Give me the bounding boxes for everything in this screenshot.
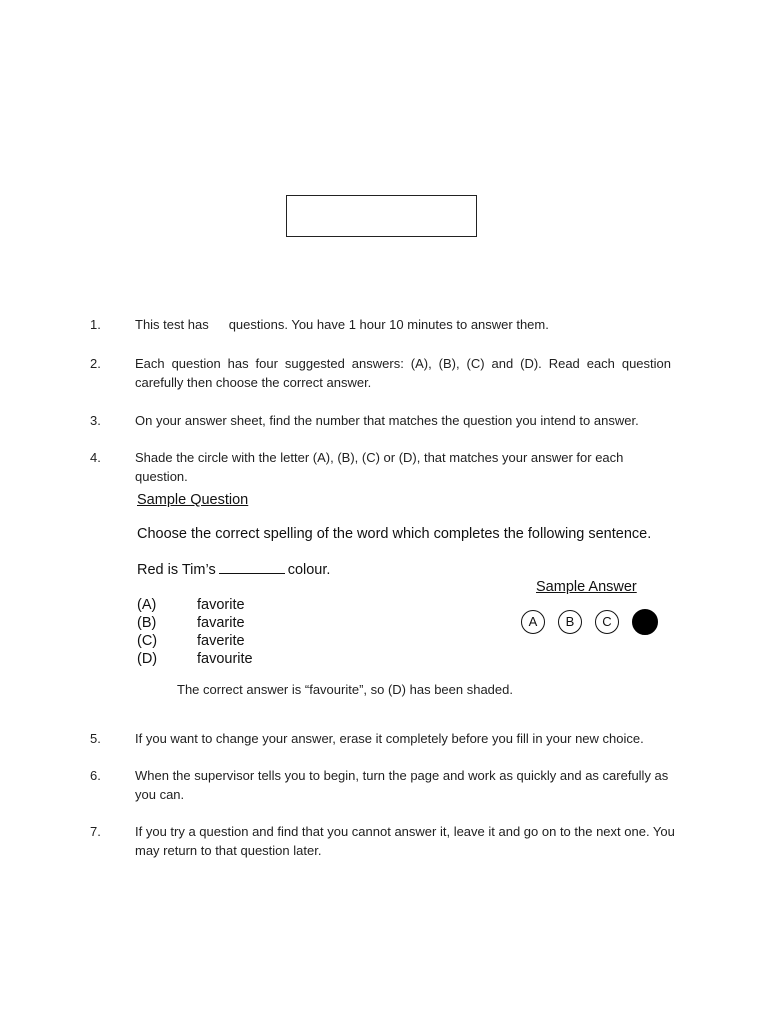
option-word: faverite xyxy=(197,633,245,649)
bubble-a: A xyxy=(521,610,545,634)
option-label: (D) xyxy=(137,651,158,667)
instruction-number: 7. xyxy=(90,824,101,839)
bubble-b: B xyxy=(558,610,582,634)
bubble-d-shaded xyxy=(632,609,658,635)
option-word: favarite xyxy=(197,615,245,631)
instruction-text: If you try a question and find that you cannot answer it, leave it and go on to the next one. You may return to that question later. xyxy=(135,824,675,858)
answer-blank xyxy=(219,561,285,574)
instruction-text xyxy=(135,315,695,334)
instruction-text: Shade the circle with the letter (A), (B), (C) or (D), that matches your answer for each question. xyxy=(135,450,624,484)
sample-question-title: Sample Question xyxy=(137,492,249,508)
option-word: favorite xyxy=(197,597,245,613)
instruction-text: If you want to change your answer, erase it completely before you fill in your new choice. xyxy=(135,731,644,746)
instruction-text-part-a: This test has xyxy=(135,317,209,332)
instruction-text: On your answer sheet, find the number that matches the question you intend to answer. xyxy=(135,413,639,428)
instruction-number: 4. xyxy=(90,450,101,465)
instruction-text: Each question has four suggested answers: (A), (B), (C) and (D). Read each question carefully then choose the correct answer. xyxy=(135,356,671,390)
instruction-text: When the supervisor tells you to begin, turn the page and work as quickly and as carefully as you can. xyxy=(135,768,669,802)
instruction-number: 1. xyxy=(90,317,101,332)
instruction-number: 3. xyxy=(90,413,101,428)
sample-answer-title: Sample Answer xyxy=(536,579,637,595)
test-title-box xyxy=(286,195,477,237)
sample-sentence xyxy=(137,561,330,578)
sentence-start: Red is Tim’s xyxy=(137,562,216,578)
option-label: (B) xyxy=(137,615,157,631)
bubble-c: C xyxy=(595,610,619,634)
option-label: (C) xyxy=(137,633,158,649)
sentence-end: colour. xyxy=(287,562,331,578)
instruction-number: 2. xyxy=(90,356,101,371)
instruction-text-part-b: questions. You have 1 hour 10 minutes to answer them. xyxy=(228,317,549,332)
option-word: favourite xyxy=(197,651,253,667)
sample-question-instruction: Choose the correct spelling of the word which completes the following sentence. xyxy=(137,526,652,542)
correct-answer-note: The correct answer is “favourite”, so (D) has been shaded. xyxy=(177,682,513,697)
option-label: (A) xyxy=(137,597,157,613)
instruction-number: 5. xyxy=(90,731,101,746)
instruction-number: 6. xyxy=(90,768,101,783)
